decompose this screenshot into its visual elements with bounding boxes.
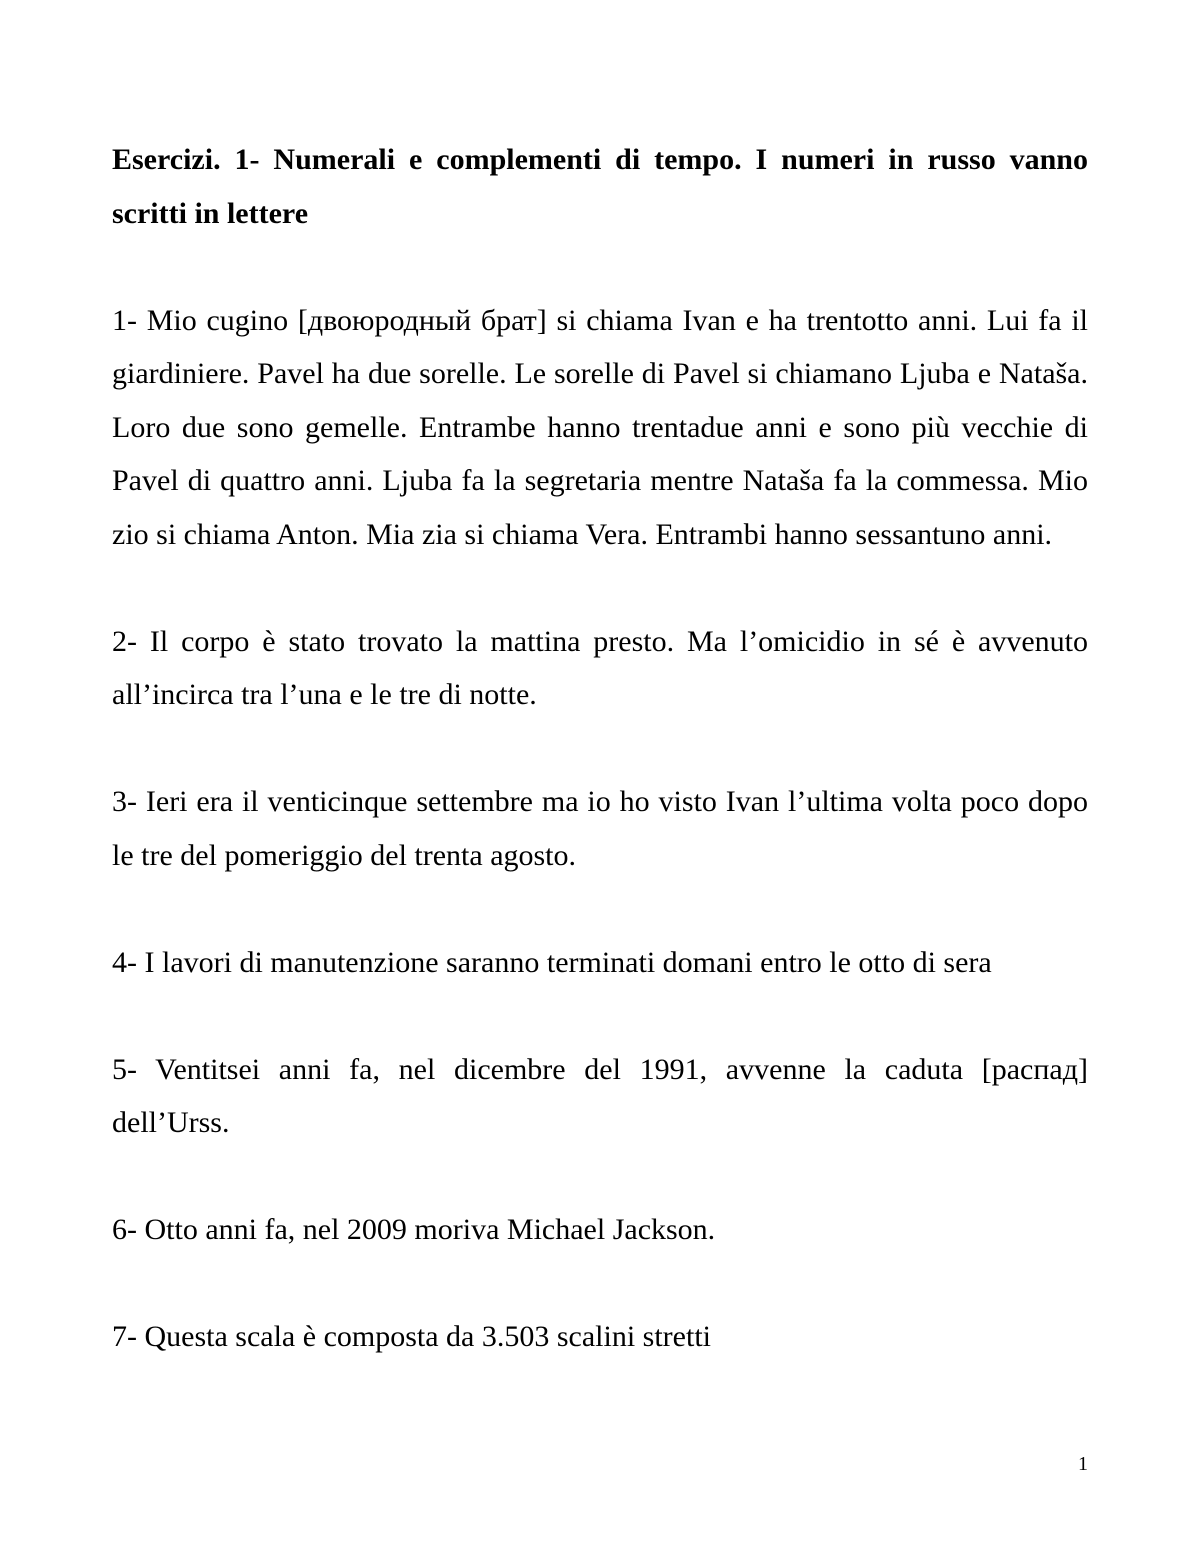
exercise-4: 4- I lavori di manutenzione saranno terminati domani entro le otto di sera [112,945,992,979]
spacer [112,1150,1088,1204]
exercise-5: 5- Ventitsei anni fa, nel dicembre del 1991, avvenne la caduta [распад] dell’Urss. [112,1052,1088,1139]
spacer [112,882,1088,936]
page-number: 1 [1078,1453,1088,1475]
spacer [112,240,1088,294]
exercise-6: 6- Otto anni fa, nel 2009 moriva Michael Jackson. [112,1213,716,1246]
document-body [112,133,1088,1364]
spacer [112,989,1088,1043]
exercise-heading: Esercizi. 1- Numerali e complementi di tempo. I numeri in russo vanno scritti in lettere [112,143,1088,230]
spacer [112,561,1088,615]
spacer [112,1257,1088,1311]
exercise-1: 1- Mio cugino [двоюродный брат] si chiama Ivan e ha trentotto anni. Lui fa il giardiniere. Pavel ha due sorelle. Le sorelle di Pavel si chiamano Ljuba e Nataša. Loro due sono gemelle. Entrambe hanno trentadue anni e sono più vecchie di Pavel di quattro anni. Ljuba fa la segretaria mentre Nataša fa la commessa. Mio zio si chiama Anton. Mia zia si chiama Vera. Entrambi hanno sessantuno anni. [112,303,1088,551]
exercise-7: 7- Questa scala è composta da 3.503 scalini stretti [112,1320,711,1353]
exercise-3: 3- Ieri era il venticinque settembre ma io ho visto Ivan l’ultima volta poco dopo le tre del pomeriggio del trenta agosto. [112,785,1088,872]
spacer [112,722,1088,776]
exercise-2: 2- Il corpo è stato trovato la mattina presto. Ma l’omicidio in sé è avvenuto all’incirca tra l’una e le tre di notte. [112,624,1088,711]
